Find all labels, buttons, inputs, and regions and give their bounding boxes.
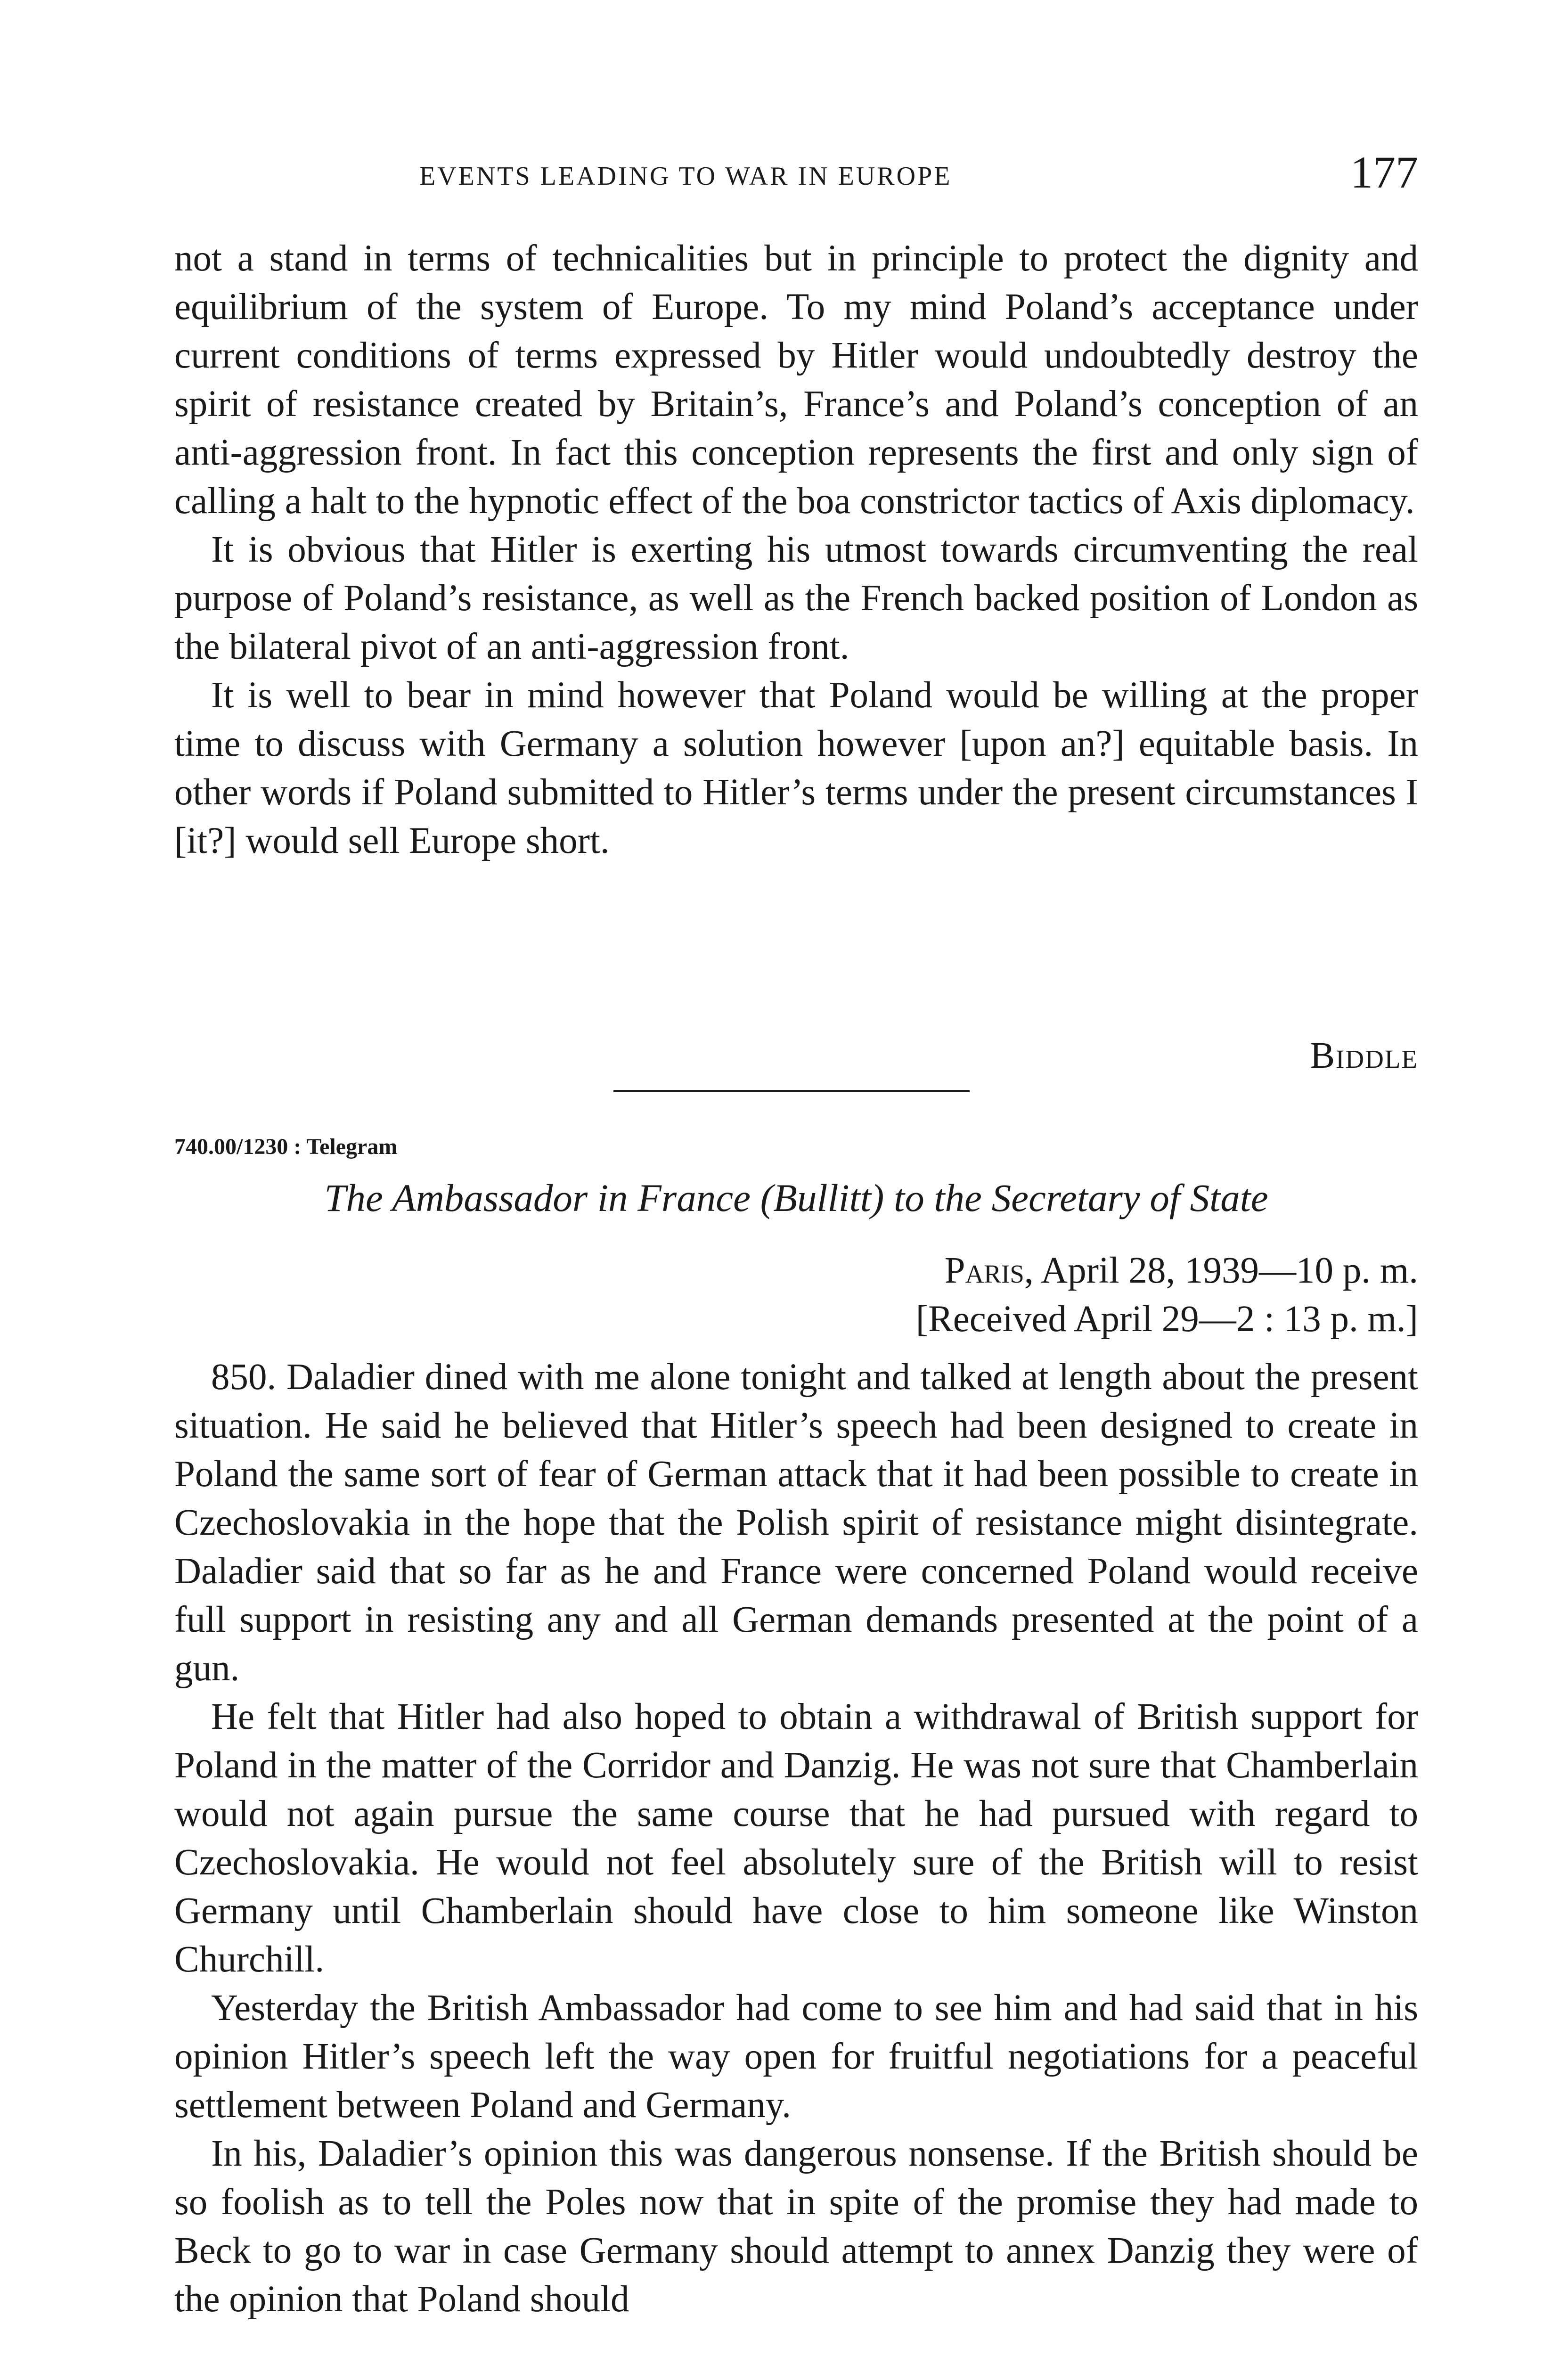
paragraph-1: not a stand in terms of technicalities but in principle to protect the dignity and equilibrium of the system of Europe. To my mind Poland’s acceptance under current conditions of terms expressed by Hitler would undoubtedly destroy the spirit of resistance created by Britain’s, France’s and Poland’s conception of an anti-aggression front. In fact this conception represents the first and only sign of calling a halt to the hypnotic effect of the boa constrictor tactics of Axis diplomacy. (174, 238, 1418, 522)
paragraph-2: It is obvious that Hitler is exerting his utmost towards circumventing the real purpose of Poland’s resistance, as well as the French backed position of London as the bilateral pivot of an anti-aggression front. (174, 529, 1418, 667)
paragraph-850: 850. Daladier dined with me alone tonight and talked at length about the present situation. He said he believed that Hitler’s speech had been designed to create in Poland the same sort of fear of German attack that it had been possible to create in Czechoslovakia in the hope that the Polish spirit of resistance might disintegrate. Daladier said that so far as he and France were concerned Poland would receive full support in resisting any and all German demands presented at the point of a gun. (174, 1357, 1418, 1689)
running-title: EVENTS LEADING TO WAR IN EUROPE (419, 162, 952, 191)
section-divider (613, 1090, 970, 1092)
paragraph-british-ambassador: Yesterday the British Ambassador had come to see him and had said that in his opinion Hitler’s speech left the way open for fruitful negotiations for a peaceful settlement between Poland and Germany. (174, 1988, 1418, 2126)
page-number: 177 (1350, 147, 1418, 197)
dateline (174, 1246, 1418, 1295)
dateline-place: Paris (944, 1250, 1024, 1291)
running-head (174, 147, 1418, 202)
file-reference: 740.00/1230 : Telegram (174, 1134, 398, 1159)
paragraph-3: It is well to bear in mind however that Poland would be willing at the proper time to discuss with Germany a solution however [upon an?] equitable basis. In other words if Poland submitted to Hitler’s terms under the present circumstances I [it?] would sell Europe short. (174, 675, 1418, 861)
paragraph-dangerous-nonsense: In his, Daladier’s opinion this was dangerous nonsense. If the British should be so foolish as to tell the Poles now that in spite of the promise they had made to Beck to go to war in case Germany should attempt to annex Danzig they were of the opinion that Poland should (174, 2133, 1418, 2320)
received-line: [Received April 29—2 : 13 p. m.] (915, 1299, 1418, 1340)
biddle-telegram-continuation (174, 234, 1418, 865)
document-heading: The Ambassador in France (Bullitt) to the Secretary of State (324, 1176, 1268, 1219)
signature-block (174, 1035, 1418, 1077)
paragraph-hitler-withdrawal: He felt that Hitler had also hoped to obtain a withdrawal of British support for Poland in the matter of the Corridor and Danzig. He was not sure that Chamberlain would not again pursue the same course that he had pursued with regard to Czechoslovakia. He would not feel absolutely sure of the British will to resist Germany until Chamberlain should have close to him someone like Winston Churchill. (174, 1696, 1418, 1980)
bullitt-telegram-body (174, 1353, 1418, 2323)
dateline-date: , April 28, 1939—10 p. m. (1024, 1250, 1418, 1291)
signature-biddle: Biddle (1310, 1035, 1418, 1076)
